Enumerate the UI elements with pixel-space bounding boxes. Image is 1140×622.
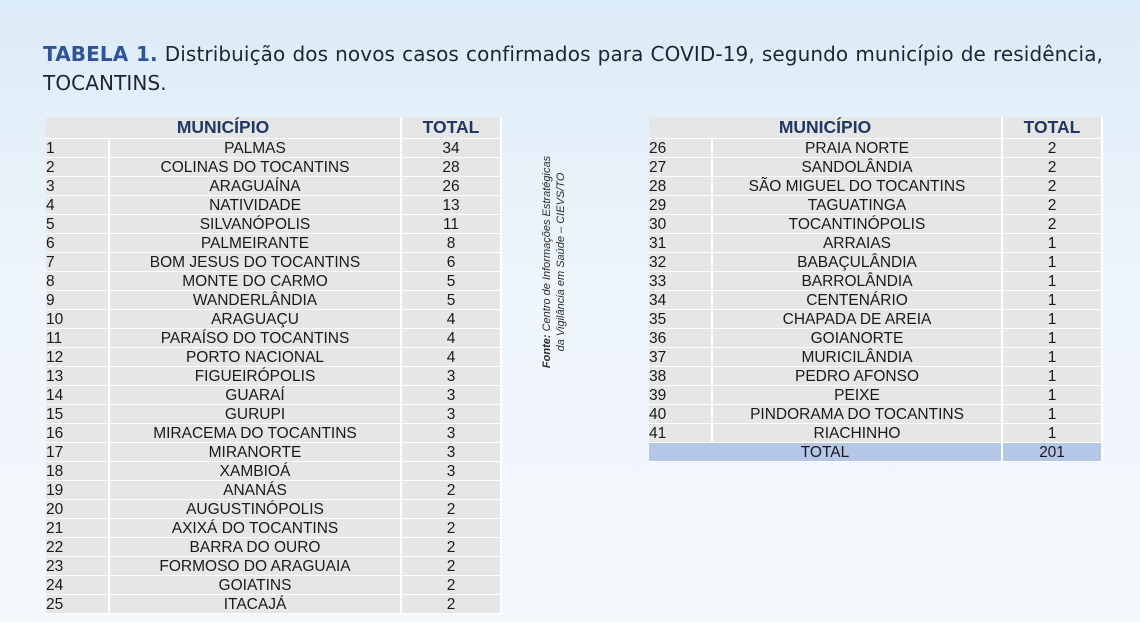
row-number: 3 [46, 177, 110, 196]
table-row [46, 595, 502, 614]
row-municipio: TAGUATINGA [713, 196, 1003, 215]
row-total: 28 [402, 158, 502, 177]
row-municipio: COLINAS DO TOCANTINS [110, 158, 402, 177]
row-total: 3 [402, 405, 502, 424]
table-row [46, 538, 502, 557]
row-number: 21 [46, 519, 110, 538]
row-municipio: GOIATINS [110, 576, 402, 595]
table-row [46, 253, 502, 272]
row-total: 1 [1003, 386, 1103, 405]
row-total: 5 [402, 272, 502, 291]
source-label: Fonte: [541, 334, 553, 369]
row-number: 7 [46, 253, 110, 272]
source-line2: da Vigilância em Saúde – CIEVS/TO [555, 172, 567, 352]
row-municipio: ITACAJÁ [110, 595, 402, 614]
row-number: 28 [649, 177, 713, 196]
row-total: 2 [1003, 196, 1103, 215]
row-municipio: BARRA DO OURO [110, 538, 402, 557]
row-municipio: GURUPI [110, 405, 402, 424]
row-total: 1 [1003, 367, 1103, 386]
row-number: 34 [649, 291, 713, 310]
table-title-text: Distribuição dos novos casos confirmados para COVID-19, segundo município de residência, TOCANTINS. [43, 42, 1104, 95]
row-number: 8 [46, 272, 110, 291]
table-row [46, 462, 502, 481]
row-total: 2 [1003, 158, 1103, 177]
row-number: 2 [46, 158, 110, 177]
row-total: 3 [402, 462, 502, 481]
row-total: 4 [402, 329, 502, 348]
table-row [46, 443, 502, 462]
row-number: 6 [46, 234, 110, 253]
row-total: 1 [1003, 329, 1103, 348]
row-total: 1 [1003, 253, 1103, 272]
table-row [46, 215, 502, 234]
row-municipio: SANDOLÂNDIA [713, 158, 1003, 177]
table-row [46, 310, 502, 329]
row-total: 1 [1003, 405, 1103, 424]
header-total: TOTAL [1003, 117, 1103, 139]
table-row [649, 139, 1103, 158]
table-row [46, 424, 502, 443]
row-total: 1 [1003, 424, 1103, 443]
row-municipio: XAMBIOÁ [110, 462, 402, 481]
row-number: 22 [46, 538, 110, 557]
row-total: 3 [402, 424, 502, 443]
table-row [46, 576, 502, 595]
table-row [649, 234, 1103, 253]
row-total: 4 [402, 310, 502, 329]
row-total: 1 [1003, 234, 1103, 253]
row-number: 29 [649, 196, 713, 215]
row-municipio: RIACHINHO [713, 424, 1003, 443]
row-total: 3 [402, 386, 502, 405]
total-row [649, 443, 1103, 462]
total-value: 201 [1003, 443, 1103, 462]
row-number: 38 [649, 367, 713, 386]
row-total: 2 [402, 595, 502, 614]
table-row [46, 234, 502, 253]
row-number: 16 [46, 424, 110, 443]
row-number: 25 [46, 595, 110, 614]
row-total: 8 [402, 234, 502, 253]
row-number: 18 [46, 462, 110, 481]
row-municipio: CHAPADA DE AREIA [713, 310, 1003, 329]
row-number: 17 [46, 443, 110, 462]
table-row [46, 500, 502, 519]
header-total: TOTAL [402, 117, 502, 139]
row-municipio: MIRANORTE [110, 443, 402, 462]
table-row [46, 367, 502, 386]
table-row [649, 177, 1103, 196]
row-municipio: ANANÁS [110, 481, 402, 500]
table-row [649, 310, 1103, 329]
row-number: 33 [649, 272, 713, 291]
row-total: 2 [402, 500, 502, 519]
row-total: 2 [1003, 177, 1103, 196]
row-number: 35 [649, 310, 713, 329]
table-row [46, 386, 502, 405]
row-total: 2 [402, 519, 502, 538]
row-total: 6 [402, 253, 502, 272]
table-row [46, 405, 502, 424]
table-row [46, 139, 502, 158]
row-total: 2 [1003, 139, 1103, 158]
row-municipio: TOCANTINÓPOLIS [713, 215, 1003, 234]
row-municipio: SÃO MIGUEL DO TOCANTINS [713, 177, 1003, 196]
table-municipios-2 [649, 117, 1103, 462]
row-total: 3 [402, 443, 502, 462]
table-row [46, 196, 502, 215]
table-row [46, 158, 502, 177]
row-municipio: PORTO NACIONAL [110, 348, 402, 367]
row-municipio: PALMEIRANTE [110, 234, 402, 253]
row-number: 39 [649, 386, 713, 405]
row-municipio: PEDRO AFONSO [713, 367, 1003, 386]
row-total: 1 [1003, 348, 1103, 367]
row-municipio: WANDERLÂNDIA [110, 291, 402, 310]
row-total: 1 [1003, 291, 1103, 310]
row-number: 32 [649, 253, 713, 272]
row-number: 14 [46, 386, 110, 405]
table-row [649, 329, 1103, 348]
row-municipio: PEIXE [713, 386, 1003, 405]
row-number: 11 [46, 329, 110, 348]
table-title [43, 40, 1103, 98]
row-number: 23 [46, 557, 110, 576]
table-row [649, 367, 1103, 386]
row-municipio: CENTENÁRIO [713, 291, 1003, 310]
row-municipio: FIGUEIRÓPOLIS [110, 367, 402, 386]
table-body [46, 139, 502, 614]
row-number: 27 [649, 158, 713, 177]
row-number: 9 [46, 291, 110, 310]
source-note [540, 112, 568, 412]
row-municipio: GOIANORTE [713, 329, 1003, 348]
row-total: 2 [402, 481, 502, 500]
table-row [649, 348, 1103, 367]
row-municipio: BARROLÂNDIA [713, 272, 1003, 291]
table-row [649, 291, 1103, 310]
row-number: 37 [649, 348, 713, 367]
row-municipio: SILVANÓPOLIS [110, 215, 402, 234]
table-municipios-1 [46, 117, 502, 614]
row-municipio: PARAÍSO DO TOCANTINS [110, 329, 402, 348]
row-municipio: BABAÇULÂNDIA [713, 253, 1003, 272]
table-row [46, 519, 502, 538]
row-total: 2 [1003, 215, 1103, 234]
row-municipio: PRAIA NORTE [713, 139, 1003, 158]
header-municipio: MUNICÍPIO [46, 117, 402, 139]
row-total: 3 [402, 367, 502, 386]
row-number: 41 [649, 424, 713, 443]
row-number: 12 [46, 348, 110, 367]
row-municipio: GUARAÍ [110, 386, 402, 405]
table-header-row [46, 117, 502, 139]
row-number: 1 [46, 139, 110, 158]
row-total: 1 [1003, 310, 1103, 329]
row-number: 19 [46, 481, 110, 500]
row-number: 31 [649, 234, 713, 253]
row-municipio: ARAGUAÍNA [110, 177, 402, 196]
table-row [649, 253, 1103, 272]
table-row [46, 291, 502, 310]
row-municipio: MIRACEMA DO TOCANTINS [110, 424, 402, 443]
table-row [46, 177, 502, 196]
row-total: 11 [402, 215, 502, 234]
table-row [649, 215, 1103, 234]
table-row [649, 386, 1103, 405]
row-number: 30 [649, 215, 713, 234]
row-number: 10 [46, 310, 110, 329]
table-row [46, 272, 502, 291]
row-municipio: ARRAIAS [713, 234, 1003, 253]
table-row [46, 481, 502, 500]
row-number: 40 [649, 405, 713, 424]
row-number: 15 [46, 405, 110, 424]
row-municipio: PALMAS [110, 139, 402, 158]
row-number: 5 [46, 215, 110, 234]
row-total: 1 [1003, 272, 1103, 291]
row-total: 13 [402, 196, 502, 215]
row-municipio: MURICILÂNDIA [713, 348, 1003, 367]
header-municipio: MUNICÍPIO [649, 117, 1003, 139]
row-municipio: NATIVIDADE [110, 196, 402, 215]
table-title-lead: TABELA 1. [43, 42, 158, 66]
row-total: 5 [402, 291, 502, 310]
row-total: 2 [402, 557, 502, 576]
row-municipio: MONTE DO CARMO [110, 272, 402, 291]
row-total: 2 [402, 538, 502, 557]
row-number: 20 [46, 500, 110, 519]
table-row [46, 557, 502, 576]
row-number: 24 [46, 576, 110, 595]
row-total: 2 [402, 576, 502, 595]
row-number: 13 [46, 367, 110, 386]
table-row [649, 272, 1103, 291]
table-body [649, 139, 1103, 462]
table-header-row [649, 117, 1103, 139]
table-row [649, 196, 1103, 215]
row-number: 4 [46, 196, 110, 215]
row-total: 34 [402, 139, 502, 158]
total-label: TOTAL [649, 443, 1003, 462]
row-municipio: FORMOSO DO ARAGUAIA [110, 557, 402, 576]
row-total: 26 [402, 177, 502, 196]
row-municipio: BOM JESUS DO TOCANTINS [110, 253, 402, 272]
table-row [46, 348, 502, 367]
row-municipio: ARAGUAÇU [110, 310, 402, 329]
table-row [649, 405, 1103, 424]
row-municipio: PINDORAMA DO TOCANTINS [713, 405, 1003, 424]
row-municipio: AXIXÁ DO TOCANTINS [110, 519, 402, 538]
row-number: 26 [649, 139, 713, 158]
table-row [649, 424, 1103, 443]
row-number: 36 [649, 329, 713, 348]
source-line1: Centro de Informações Estratégicas [541, 155, 553, 332]
table-row [649, 158, 1103, 177]
row-municipio: AUGUSTINÓPOLIS [110, 500, 402, 519]
row-total: 4 [402, 348, 502, 367]
table-row [46, 329, 502, 348]
